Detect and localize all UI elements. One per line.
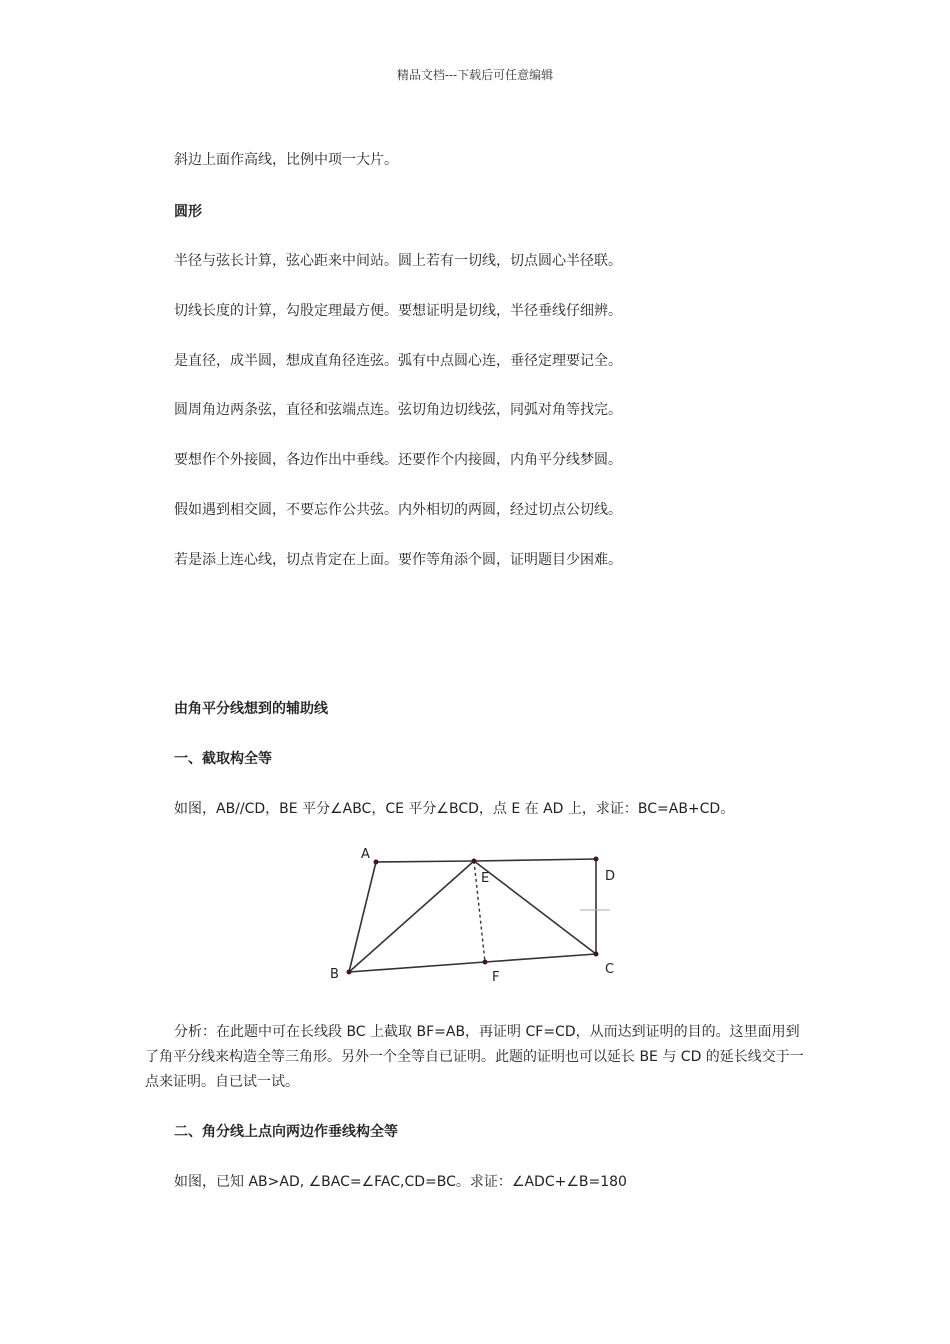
point-E: [472, 859, 477, 864]
label-E: E: [481, 871, 490, 886]
point-F: [483, 960, 488, 965]
problem1-text: 如图，AB//CD，BE 平分∠ABC，CE 平分∠BCD，点 E 在 AD 上，求证：BC=AB+CD。: [174, 801, 735, 817]
section-title: 由角平分线想到的辅助线: [174, 701, 328, 717]
label-B: B: [330, 967, 339, 982]
analysis-text: 分析：在此题中可在长线段 BC 上截取 BF=AB，再证明 CF=CD，从而达到证明的目的。这里面用到了角平分线来构造全等三角形。另外一个全等自已证明。此题的证明也可以延长 BE 与 CD 的延长线交于一点来证明。自已试一试。: [145, 1024, 804, 1090]
page-header: 精品文档---下载后可任意编辑: [396, 68, 554, 82]
label-A: A: [361, 847, 370, 862]
point-A: [374, 860, 379, 865]
analysis-paragraph: [145, 1020, 805, 1095]
segment-ED: [474, 859, 596, 861]
segment-BF: [349, 962, 485, 972]
problem2-text: 如图，已知 AB>AD, ∠BAC=∠FAC,CD=BC。求证：∠ADC+∠B=180: [174, 1174, 627, 1190]
text-line-5: 是直径，成半圆，想成直角径连弦。弧有中点圆心连，垂径定理要记全。: [174, 353, 622, 369]
text-line-1: 斜边上面作高线，比例中项一大片。: [174, 152, 398, 168]
segment-BE: [349, 861, 474, 972]
text-line-7: 要想作个外接圆，各边作出中垂线。还要作个内接圆，内角平分线梦圆。: [174, 452, 622, 468]
heading-circle: 圆形: [174, 204, 202, 220]
point-D: [594, 857, 599, 862]
geometry-figure: [320, 838, 640, 988]
text-line-3: 半径与弦长计算，弦心距来中间站。圆上若有一切线，切点圆心半径联。: [174, 253, 622, 269]
segment-EC: [474, 861, 596, 954]
label-F: F: [492, 970, 500, 985]
segment-AE: [376, 861, 474, 862]
text-line-9: 若是添上连心线，切点肯定在上面。要作等角添个圆，证明题目少困难。: [174, 552, 622, 568]
text-line-8: 假如遇到相交圆，不要忘作公共弦。内外相切的两圆，经过切点公切线。: [174, 502, 622, 518]
segment-AB: [349, 862, 376, 972]
label-C: C: [605, 962, 615, 977]
point-C: [594, 952, 599, 957]
segment-FC: [485, 954, 596, 962]
point-B: [347, 970, 352, 975]
text-line-6: 圆周角边两条弦，直径和弦端点连。弦切角边切线弦，同弧对角等找完。: [174, 402, 622, 418]
part1-title: 一、截取构全等: [174, 751, 272, 767]
part2-title: 二、角分线上点向两边作垂线构全等: [174, 1124, 398, 1140]
label-D: D: [605, 869, 616, 884]
text-line-4: 切线长度的计算，勾股定理最方便。要想证明是切线，半径垂线仔细辨。: [174, 303, 622, 319]
